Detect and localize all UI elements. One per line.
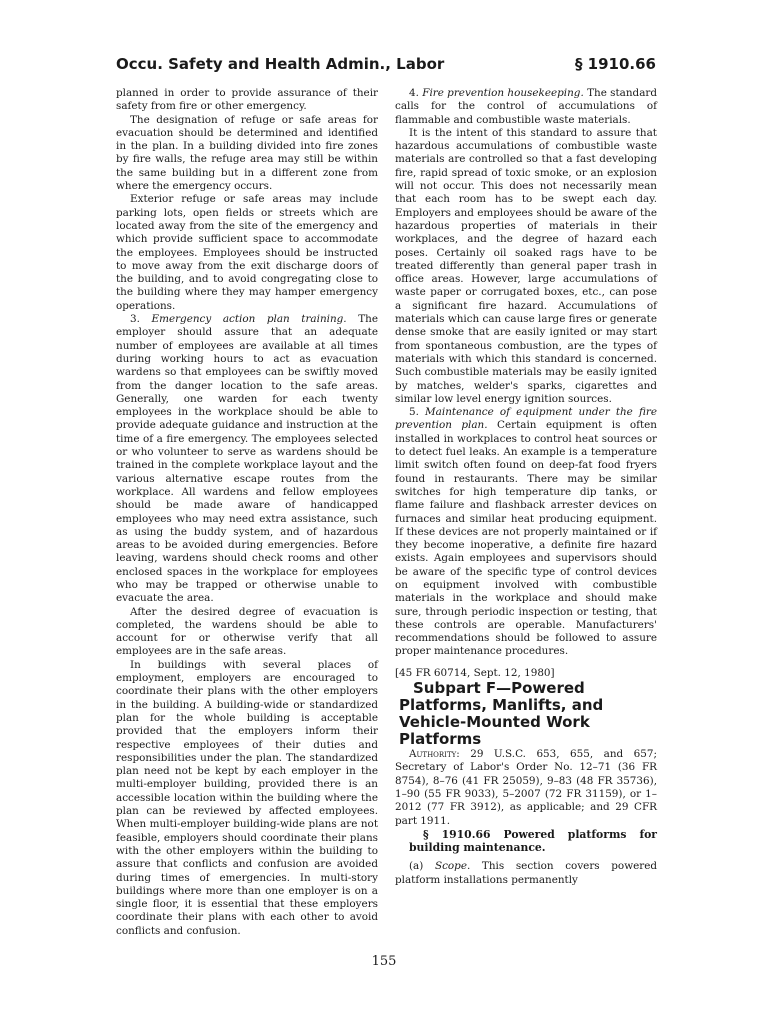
right-column (395, 87, 657, 887)
citation: [45 FR 60714, Sept. 12, 1980] (395, 666, 555, 679)
paragraph (395, 87, 657, 127)
item-number: (a) (409, 860, 424, 873)
running-header-title: Occu. Safety and Health Admin., Labor (116, 55, 445, 73)
paragraph: In buildings with several places of employment, employers are encouraged to coordinate their plans with the other employers in the building. A building-wide or standardized plan for the whole building is acceptable provided that the employers inform their respective employees of their duties and responsibilities under the plan. The standardized plan need not be kept by each employer in the multi-employer building, provided there is an accessible location within the building where the plan can be reviewed by affected employees. When multi-employer building-wide plans are not feasible, employers should coordinate their plans with the other employers within the building to assure that conflicts and confusion are avoided during times of emergencies. In multi-story buildings where more than one employer is on a single floor, it is essential that these employers coordinate their plans with each other to avoid conflicts and confusion. (116, 658, 378, 937)
paragraph (395, 406, 657, 659)
running-header-section: § 1910.66 (574, 55, 656, 73)
item-number: 3. (130, 313, 140, 326)
item-body: The standard calls for the control of accumulations of flammable and combustible waste materials. (395, 87, 658, 126)
section-number: § 1910.66 (423, 827, 491, 841)
item-title: Maintenance of equipment under the fire prevention plan. (395, 406, 657, 432)
paragraph: Exterior refuge or safe areas may include parking lots, open fields or streets which are located away from the site of the emergency and which provide sufficient space to accommodate the employees. Employees should be instructed to move away from the exit discharge doors of the building, and to avoid congregating close to the building where they may hamper emergency operations. (116, 193, 378, 312)
item-title: Fire prevention housekeeping. (422, 87, 584, 99)
paragraph: planned in order to provide assurance of their safety from fire or other emergency. (116, 87, 378, 113)
paragraph: After the desired degree of evacuation is completed, the wardens should be able to account for or otherwise verify that all employees are in the safe areas. (116, 605, 378, 658)
item-number: 4. (409, 87, 419, 99)
page-number: 155 (371, 954, 397, 969)
left-column (116, 87, 378, 938)
section-title: Powered platforms for building maintenance. (409, 827, 657, 855)
section-heading (395, 828, 657, 855)
item-body: The employer should assure that an adequate number of employees are available at all times during working hours to act as evacuation wardens so that employees can be swiftly moved from the danger location to the safe areas. Generally, one warden for each twenty employees in the workplace should be able to provide adequate guidance and instruction at the time of a fire emergency. The employees selected or who volunteer to serve as wardens should be trained in the complete workplace layout and the various alternative escape routes from the workplace. All wardens and fellow employees should be made aware of handicapped employees who may need extra assistance, such as using the buddy system, and of hazardous areas to be avoided during emergencies. Before leaving, wardens should check rooms and other enclosed spaces in the workplace for employees who may be trapped or otherwise unable to evacuate the area. (116, 313, 378, 605)
item-body: This section covers powered platform installations permanently (395, 860, 657, 886)
paragraph (116, 313, 378, 606)
subpart-heading: Subpart F—Powered Platforms, Manlifts, and Vehicle-Mounted Work Platforms (399, 679, 604, 749)
item-title: Emergency action plan training. (151, 313, 347, 326)
paragraph: The designation of refuge or safe areas for evacuation should be determined and identified in the plan. In a building divided into fire zones by fire walls, the refuge area may still be within the same building but in a different zone from where the emergency occurs. (116, 113, 378, 193)
paragraph (395, 860, 657, 887)
item-body: Certain equipment is often installed in workplaces to control heat sources or to detect fuel leaks. An example is a temperature limit switch often found on deep-fat food fryers found in restaurants. There may be similar switches for high temperature dip tanks, or flame failure and flashback arrester devices on furnaces and similar heat producing equipment. If these devices are not properly maintained or if they become inoperative, a definite fire hazard exists. Again employees and supervisors should be aware of the specific type of control devices on equipment involved with combustible materials in the workplace and should make sure, through periodic inspection or testing, that these controls are operable. Manufacturers' recommendations should be followed to assure proper maintenance procedures. (395, 419, 657, 658)
authority-text: 29 U.S.C. 653, 655, and 657; Secretary of Labor's Order No. 12–71 (36 FR 8754), 8–76 (41 FR 25059), 9–83 (48 FR 35736), 1–90 (55 FR 9033), 5–2007 (72 FR 31159), or 1–2012 (77 FR 3912), as applicable; and 29 CFR part 1911. (395, 748, 657, 827)
item-title: Scope. (434, 860, 471, 873)
authority-paragraph (395, 748, 657, 828)
item-number: 5. (409, 406, 419, 419)
paragraph: It is the intent of this standard to assure that hazardous accumulations of combustible waste materials are controlled so that a fast developing fire, rapid spread of toxic smoke, or an explosion will not occur. This does not necessarily mean that each room has to be swept each day. Employers and employees should be aware of the hazardous properties of materials in their workplaces, and the degree of hazard each poses. Certainly oil soaked rags have to be treated differently than general paper trash in office areas. However, large accumulations of waste paper or corrugated boxes, etc., can pose a significant fire hazard. Accumulations of materials which can cause large fires or generate dense smoke that are easily ignited or may start from spontaneous combustion, are the types of materials with which this standard is concerned. Such combustible materials may be easily ignited by matches, welder's sparks, cigarettes and similar low level energy ignition sources. (395, 126, 657, 405)
authority-label: Authority: (409, 748, 460, 761)
